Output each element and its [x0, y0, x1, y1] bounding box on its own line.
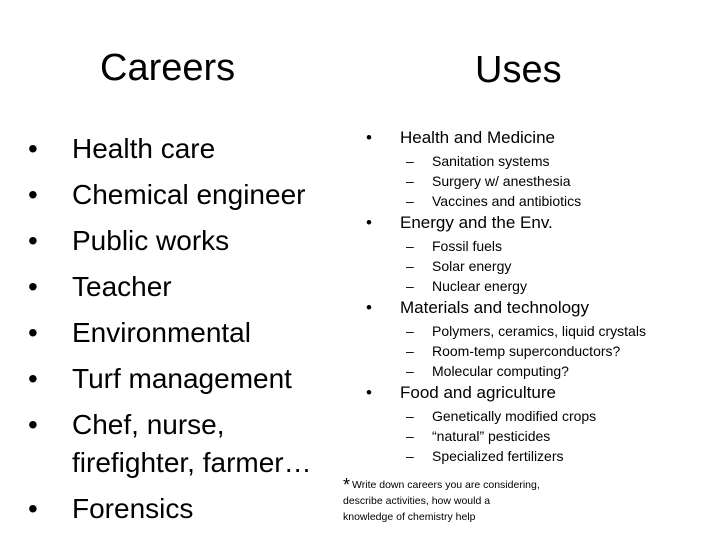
career-label: Health care — [72, 133, 216, 164]
uses-group-title: Health and Medicine — [400, 128, 555, 147]
uses-subitem-label: Specialized fertilizers — [432, 448, 564, 464]
dash-icon: – — [406, 258, 414, 274]
bullet-icon: • — [28, 363, 38, 394]
bullet-icon: • — [28, 493, 38, 524]
bullet-icon: • — [366, 128, 372, 147]
career-label: Teacher — [72, 271, 172, 302]
uses-subitem-label: Vaccines and antibiotics — [432, 193, 582, 209]
dash-icon: – — [406, 323, 414, 339]
dash-icon: – — [406, 448, 414, 464]
uses-subitem-label: Sanitation systems — [432, 153, 550, 169]
dash-icon: – — [406, 343, 414, 359]
uses-subitem-label: Genetically modified crops — [432, 408, 597, 424]
uses-subitem-label: Nuclear energy — [432, 278, 527, 294]
career-label: Forensics — [72, 493, 194, 524]
career-label-continuation: firefighter, farmer… — [72, 447, 312, 478]
bullet-icon: • — [366, 213, 372, 232]
uses-subitem-label: “natural” pesticides — [432, 428, 551, 444]
career-label: Public works — [72, 225, 230, 256]
uses-subitem-label: Solar energy — [432, 258, 512, 274]
uses-subitem-label: Fossil fuels — [432, 238, 503, 254]
career-label: Environmental — [72, 317, 251, 348]
footnote — [343, 474, 543, 525]
dash-icon: – — [406, 153, 414, 169]
bullet-icon: • — [28, 133, 38, 164]
dash-icon: – — [406, 193, 414, 209]
career-label: Turf management — [72, 363, 292, 394]
dash-icon: – — [406, 173, 414, 189]
careers-heading: Careers — [100, 47, 236, 89]
dash-icon: – — [406, 278, 414, 294]
uses-subitem-label: Polymers, ceramics, liquid crystals — [432, 323, 646, 339]
uses-group-title: Materials and technology — [400, 298, 590, 317]
asterisk-icon: * — [343, 475, 351, 495]
bullet-icon: • — [28, 179, 38, 210]
bullet-icon: • — [28, 317, 38, 348]
dash-icon: – — [406, 363, 414, 379]
dash-icon: – — [406, 408, 414, 424]
dash-icon: – — [406, 428, 414, 444]
uses-heading: Uses — [475, 49, 562, 91]
bullet-icon: • — [28, 225, 38, 256]
uses-group-title: Energy and the Env. — [400, 213, 553, 232]
uses-subitem-label: Room-temp superconductors? — [432, 343, 621, 359]
career-label: Chemical engineer — [72, 179, 306, 210]
bullet-icon: • — [28, 409, 38, 440]
bullet-icon: • — [28, 271, 38, 302]
uses-group-title: Food and agriculture — [400, 383, 556, 402]
uses-subitem-label: Surgery w/ anesthesia — [432, 173, 571, 189]
uses-subitem-label: Molecular computing? — [432, 363, 569, 379]
career-label: Chef, nurse, — [72, 409, 225, 440]
footnote-text: Write down careers you are considering, describe activities, how would a knowledge of chemistry help — [343, 479, 540, 523]
bullet-icon: • — [366, 298, 372, 317]
bullet-icon: • — [366, 383, 372, 402]
dash-icon: – — [406, 238, 414, 254]
